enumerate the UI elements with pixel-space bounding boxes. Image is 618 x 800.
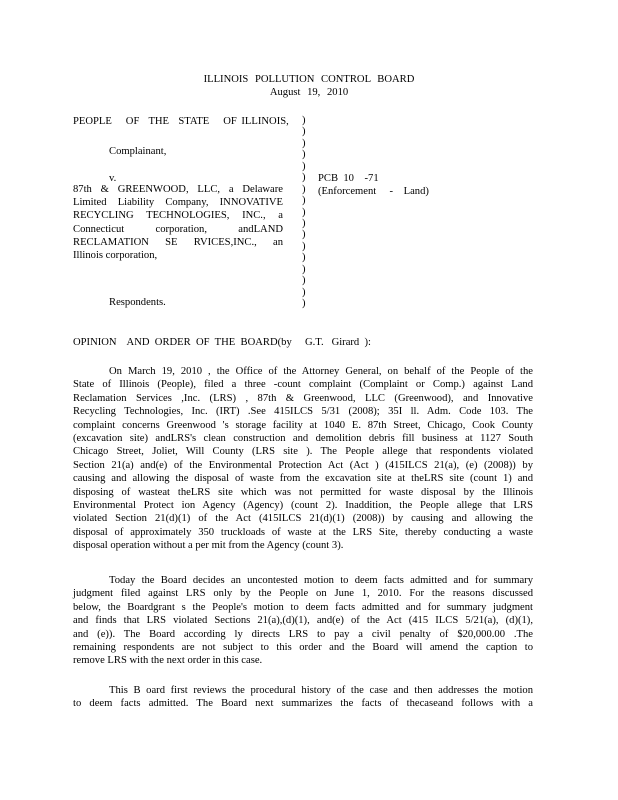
text-line: violated Section 21(d)(1) of the Act (415ILCS 21(d)(1) (2008)) by causing and allowing the — [73, 513, 533, 525]
text-line: to deem facts admitted. The Board next summarizes the facts of thecaseand follows with a — [73, 698, 533, 710]
paren: ) — [302, 137, 306, 149]
text-line: remaining respondents are not subject to this order and the Board will amend the caption to — [73, 641, 533, 653]
respondents-label: Respondents. — [109, 297, 166, 308]
paren: ) — [302, 275, 306, 287]
opinion-date: August 19, 2010 — [269, 87, 349, 98]
paren: ) — [302, 229, 306, 241]
paren: ) — [302, 217, 306, 229]
text-line: State of Illinois (People), filed a three -count complaint (Complaint or Comp.) against Land — [73, 379, 533, 391]
paren: ) — [302, 149, 306, 161]
defendant-line: Connecticut corporation, andLAND — [73, 223, 283, 235]
text-line: This B oard first reviews the procedural history of the case and then addresses the motion — [109, 685, 533, 696]
text-line: remove LRS with the next order in this case. — [73, 655, 263, 667]
paragraph-2 — [73, 574, 533, 668]
text-line: and finds that LRS violated Sections 21(a),(d)(1), and(e) of the Act (415 ILCS 5/21(a), (d)(1), — [73, 615, 533, 627]
text-line: Chicago Street, Joliet, Will County (LRS site ). The People allege that respondents violated — [73, 446, 533, 458]
defendant-line: Illinois corporation, — [73, 249, 158, 261]
paren: ) — [302, 126, 306, 138]
text-line: On March 19, 2010 , the Office of the Attorney General, on behalf of the People of the — [109, 366, 533, 377]
paren: ) — [302, 263, 306, 275]
text-line: disposal operation without a per mit from the Agency (count 3). — [73, 540, 344, 552]
paren: ) — [302, 160, 306, 172]
paren: ) — [302, 240, 306, 252]
case-type: (Enforcement - Land) — [318, 186, 429, 197]
text-line: Today the Board decides an uncontested motion to deem facts admitted and for summary — [109, 575, 533, 586]
paren: ) — [302, 206, 306, 218]
paren: ) — [302, 172, 306, 184]
text-line: causing and allowing the disposal of waste from the excavation site at theLRS site (count 1) and — [73, 473, 533, 485]
paren: ) — [302, 195, 306, 207]
text-line: Reclamation Services ,Inc. (LRS) , 87th & Greenwood, LLC (Greenwood), and Innovative — [73, 392, 533, 404]
paren: ) — [302, 286, 306, 298]
defendant-line: Limited Liability Company, INNOVATIVE — [73, 197, 283, 209]
paren: ) — [302, 298, 306, 309]
defendant-line: 87th & GREENWOOD, LLC, a Delaware — [73, 184, 283, 195]
opinion-heading: OPINION AND ORDER OF THE BOARD(by G.T. Girard ): — [73, 337, 371, 348]
paren: ) — [302, 183, 306, 195]
paragraph-3 — [73, 684, 533, 711]
plaintiff-name: PEOPLE OF THE STATE OF ILLINOIS, — [73, 116, 289, 127]
defendant-line: RECLAMATION SE RVICES,INC., an — [73, 236, 283, 248]
caption-parentheses — [302, 115, 306, 309]
text-line: disposing of wasteat theLRS site which was not permitted for waste disposal by the Illinois — [73, 486, 533, 498]
complainant-label: Complainant, — [109, 146, 167, 157]
text-line: complaint concerns Greenwood 's storage facility at 1040 E. 87th Street, Chicago, Cook County — [73, 419, 533, 431]
defendants-block — [73, 183, 283, 262]
text-line: (excavation site) andLRS's clean construction and demolition debris fill business at 1127 South — [73, 432, 533, 444]
text-line: below, the Boardgrant s the People's motion to deem facts admitted and for summary judgment — [73, 601, 533, 613]
case-number: PCB 10 -71 — [318, 173, 379, 184]
text-line: disposal of approximately 350 truckloads of waste at the LRS Site, thereby conducting a waste — [73, 526, 533, 538]
versus-label: v. — [109, 173, 117, 184]
defendant-line: RECYCLING TECHNOLOGIES, INC., a — [73, 210, 283, 222]
text-line: Section 21(a) and(e) of the Environmental Protection Act (Act ) (415ILCS 21(a), (e) (2008)) by — [73, 459, 533, 471]
text-line: and (e)). The Board according ly directs LRS to pay a civil penalty of $20,000.00 .The — [73, 628, 533, 640]
text-line: judgment filed against LRS only by the People on June 1, 2010. For the reasons discussed — [73, 588, 533, 600]
paragraph-1 — [73, 365, 533, 552]
text-line: Recycling Technologies, Inc. (IRT) .See 415ILCS 5/31 (2008); 35I ll. Adm. Code 103. The — [73, 406, 533, 418]
board-name: ILLINOIS POLLUTION CONTROL BOARD — [203, 74, 415, 85]
text-line: Environmental Protect ion Agency (Agency) (count 2). Inaddition, the People allege that LRS — [73, 499, 533, 511]
paren: ) — [302, 115, 306, 126]
paren: ) — [302, 252, 306, 264]
